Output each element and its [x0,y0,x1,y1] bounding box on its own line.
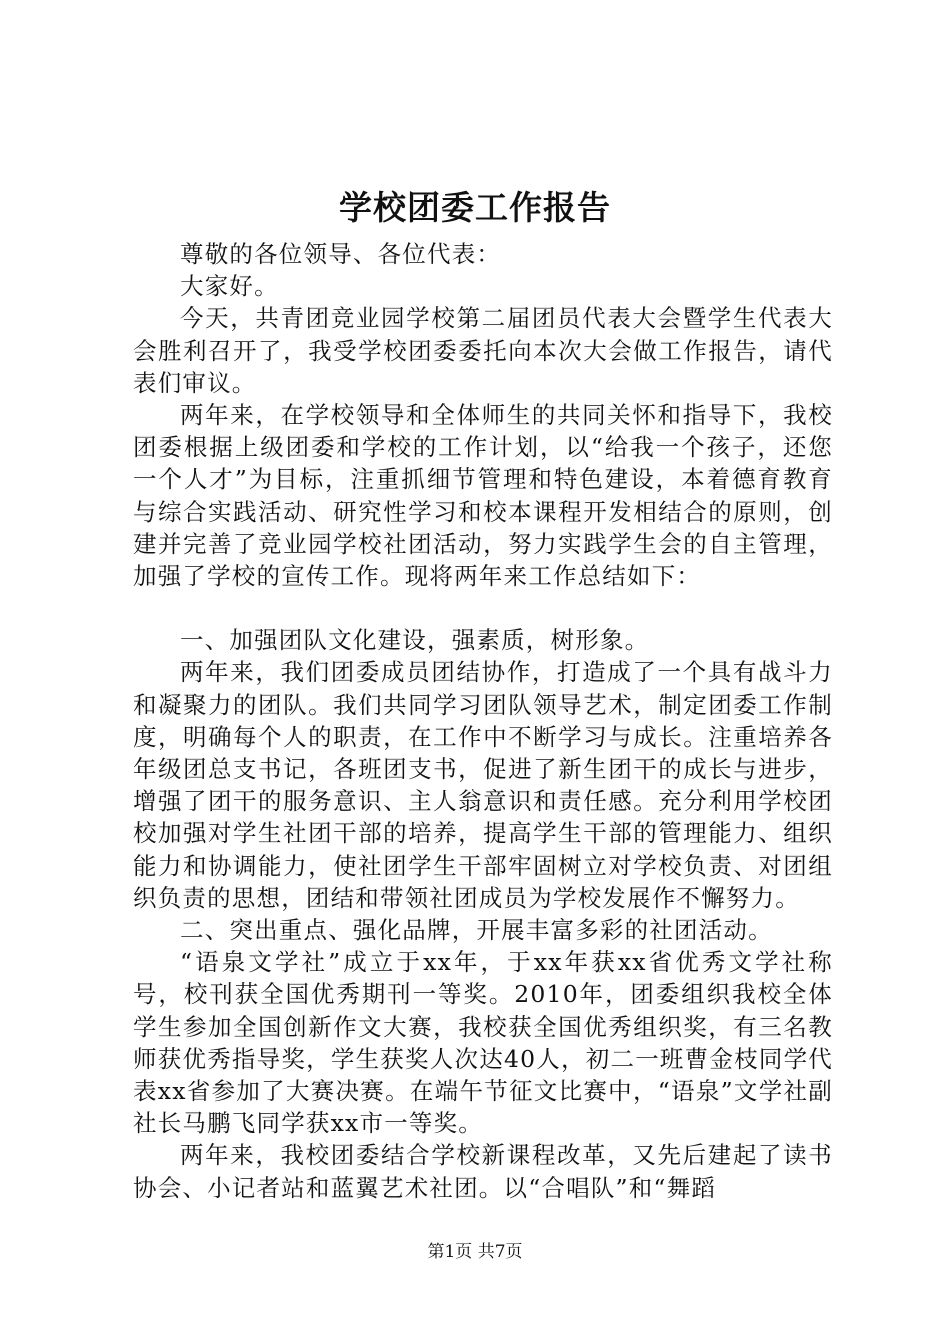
paragraph-literary-club: “语泉文学社”成立于xx年，于xx年获xx省优秀文学社称号，校刊获全国优秀期刊一等奖。2010年，团委组织我校全体学生参加全国创新作文大赛，我校获全国优秀组织奖，有三名教师获优秀指导奖，学生获奖人次达40人，初二一班曹金枝同学代表xx省参加了大赛决赛。在端午节征文比赛中，“语泉”文学社副社长马鹏飞同学获xx市一等奖。 [133,948,833,1138]
section-heading-1: 一、加强团队文化建设，强素质，树形象。 [180,626,650,655]
paragraph-new-clubs: 两年来，我校团委结合学校新课程改革，又先后建起了读书协会、小记者站和蓝翼艺术社团。以“合唱队”和“舞蹈 [133,1141,833,1202]
section-heading-2: 二、突出重点、强化品牌，开展丰富多彩的社团活动。 [180,916,773,945]
paragraph-team-building: 两年来，我们团委成员团结协作，打造成了一个具有战斗力和凝聚力的团队。我们共同学习团队领导艺术，制定团委工作制度，明确每个人的职责，在工作中不断学习与成长。注重培养各年级团总支书记，各班团支书，促进了新生团干的成长与进步，增强了团干的服务意识、主人翁意识和责任感。充分利用学校团校加强对学生社团干部的培养，提高学生干部的管理能力、组织能力和协调能力，使社团学生干部牢固树立对学校负责、对团组织负责的思想，团结和带领社团成员为学校发展作不懈努力。 [133,658,833,912]
salutation: 尊敬的各位领导、各位代表： [180,240,502,268]
paragraph-opening: 今天，共青团竞业园学校第二届团员代表大会暨学生代表大会胜利召开了，我受学校团委委托向本次大会做工作报告，请代表们审议。 [133,304,833,397]
page-number-footer: 第1页 共7页 [427,1242,523,1262]
document-body [133,238,833,1204]
paragraph-overview: 两年来，在学校领导和全体师生的共同关怀和指导下，我校团委根据上级团委和学校的工作计划，以“给我一个孩子，还您一个人才”为目标，注重抓细节管理和特色建设，本着德育教育与综合实践活动、研究性学习和校本课程开发相结合的原则，创建并完善了竞业园学校社团活动，努力实践学生会的自主管理，加强了学校的宣传工作。现将两年来工作总结如下： [133,401,833,591]
greeting: 大家好。 [180,272,279,301]
document-title: 学校团委工作报告 [339,188,611,227]
